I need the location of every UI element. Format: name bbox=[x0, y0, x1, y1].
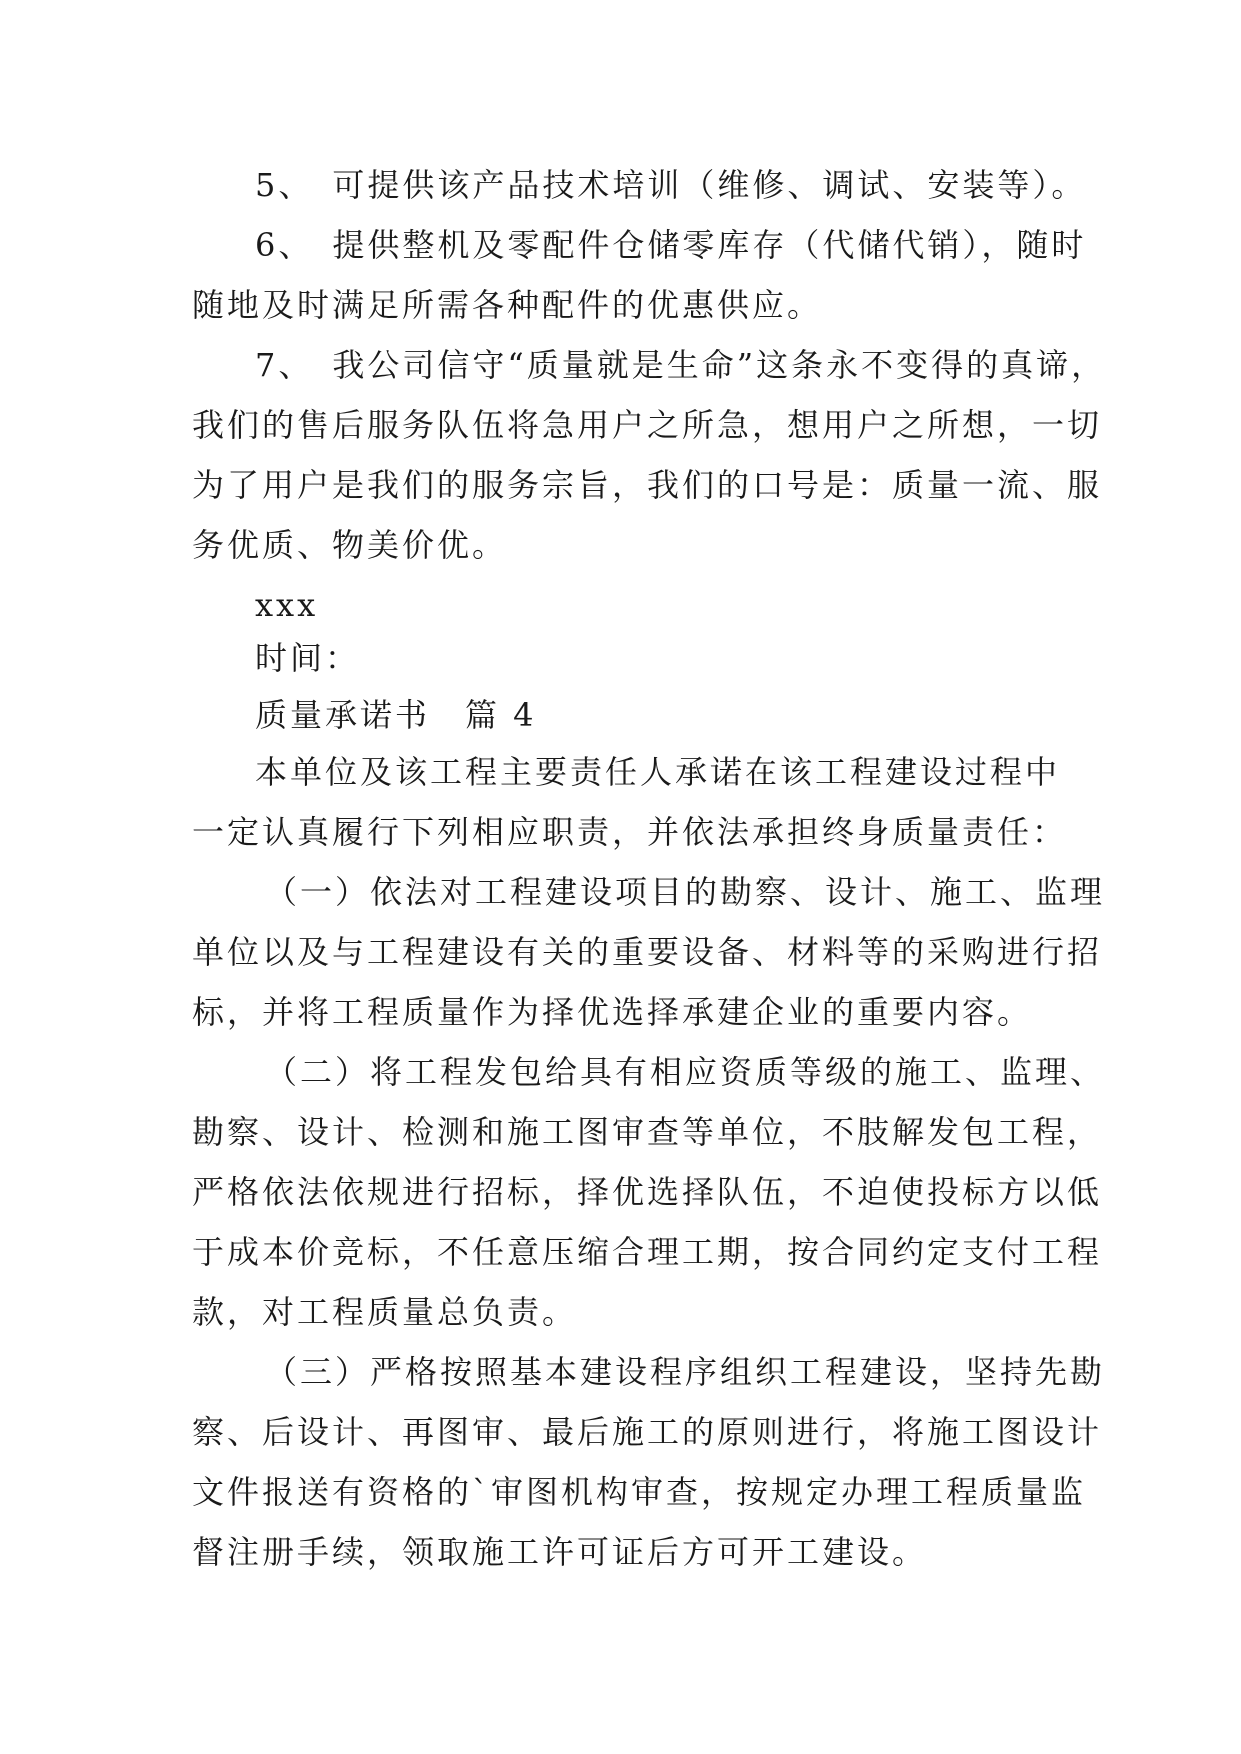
paragraph-line: 文件报送有资格的`审图机构审查，按规定办理工程质量监 bbox=[192, 1473, 1087, 1511]
paragraph-line-clause-2: （二）将工程发包给具有相应资质等级的施工、监理、 bbox=[265, 1053, 1106, 1091]
paragraph-line-item-5: 5、 可提供该产品技术培训（维修、调试、安装等）。 bbox=[255, 166, 1087, 204]
paragraph-line-item-7: 7、 我公司信守“质量就是生命”这条永不变得的真谛， bbox=[255, 346, 1107, 384]
section-heading: 质量承诺书 篇 4 bbox=[255, 696, 537, 734]
paragraph-line: 勘察、设计、检测和施工图审查等单位，不肢解发包工程， bbox=[192, 1113, 1103, 1151]
paragraph-line-clause-3: （三）严格按照基本建设程序组织工程建设，坚持先勘 bbox=[265, 1353, 1106, 1391]
paragraph-line: 款，对工程质量总负责。 bbox=[192, 1293, 578, 1331]
date-label: 时间： bbox=[255, 639, 361, 677]
paragraph-line: 察、后设计、再图审、最后施工的原则进行，将施工图设计 bbox=[192, 1413, 1103, 1451]
paragraph-line: 单位以及与工程建设有关的重要设备、材料等的采购进行招 bbox=[192, 933, 1103, 971]
signature-placeholder: xxx bbox=[255, 586, 319, 624]
paragraph-line: 我们的售后服务队伍将急用户之所急，想用户之所想，一切 bbox=[192, 406, 1103, 444]
paragraph-line: 一定认真履行下列相应职责，并依法承担终身质量责任： bbox=[192, 813, 1068, 851]
paragraph-line: 为了用户是我们的服务宗旨，我们的口号是：质量一流、服 bbox=[192, 466, 1103, 504]
paragraph-line-clause-1: （一）依法对工程建设项目的勘察、设计、施工、监理 bbox=[265, 873, 1106, 911]
paragraph-line: 严格依法依规进行招标，择优选择队伍，不迫使投标方以低 bbox=[192, 1173, 1103, 1211]
paragraph-line: 务优质、物美价优。 bbox=[192, 526, 508, 564]
paragraph-line-item-6: 6、 提供整机及零配件仓储零库存（代储代销），随时 bbox=[255, 226, 1087, 264]
paragraph-line: 督注册手续，领取施工许可证后方可开工建设。 bbox=[192, 1533, 928, 1571]
paragraph-line: 标，并将工程质量作为择优选择承建企业的重要内容。 bbox=[192, 993, 1033, 1031]
paragraph-line: 于成本价竞标，不任意压缩合理工期，按合同约定支付工程 bbox=[192, 1233, 1103, 1271]
paragraph-line: 本单位及该工程主要责任人承诺在该工程建设过程中 bbox=[255, 753, 1061, 791]
paragraph-line: 随地及时满足所需各种配件的优惠供应。 bbox=[192, 286, 823, 324]
